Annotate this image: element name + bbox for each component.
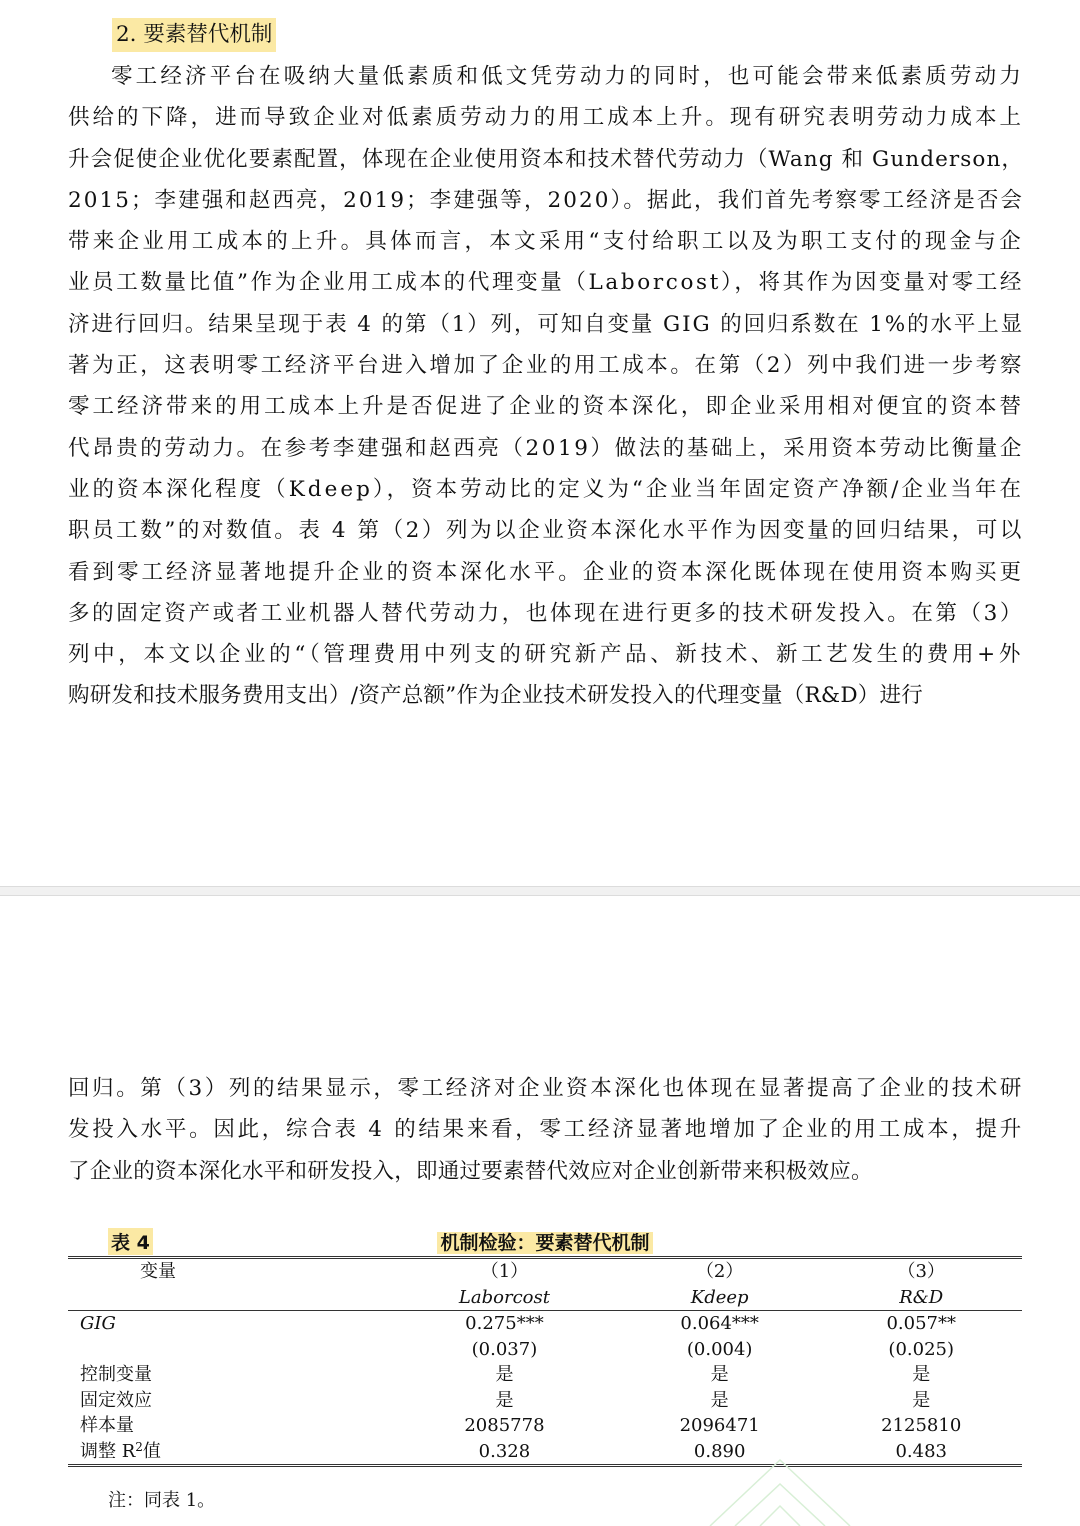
table-row (68, 1337, 1022, 1363)
table-cell: 是 (710, 1389, 729, 1411)
section-heading: 2. 要素替代机制 (112, 18, 276, 52)
var-header: 变量 (140, 1261, 176, 1282)
text-line: 供给的下降，进而导致企业对低素质劳动力的用工成本上升。现有研究表明劳动力成本上 (68, 105, 1024, 131)
table-cell: 2096471 (679, 1415, 760, 1436)
col-name: Kdeep (619, 1285, 821, 1311)
row-label: GIG (80, 1313, 116, 1334)
table-cell: 是 (710, 1364, 729, 1385)
table-row (68, 1362, 1022, 1388)
header-row (68, 1285, 1022, 1311)
table-cell: (0.025) (888, 1338, 954, 1360)
page-separator (0, 886, 1080, 896)
text-line: 回归。第（3）列的结果显示，零工经济对企业资本深化也体现在显著提高了企业的技术研 (68, 1076, 1024, 1101)
table-cell: 是 (495, 1389, 514, 1411)
text-line: 看到零工经济显著地提升企业的资本深化水平。企业的资本深化既体现在使用资本购买更 (68, 559, 1024, 585)
paragraph-bottom (68, 1068, 1024, 1192)
table-cell: 2085778 (464, 1415, 545, 1436)
text-line: 济进行回归。结果呈现于表 4 的第（1）列，可知自变量 GIG 的回归系数在 1%的水平上显 (68, 311, 1024, 337)
text-line: 著为正，这表明零工经济平台进入增加了企业的用工成本。在第（2）列中我们进一步考察 (68, 353, 1024, 379)
text-line: 发投入水平。因此，综合表 4 的结果来看，零工经济显著地增加了企业的用工成本，提升 (68, 1117, 1024, 1143)
table-body (68, 1256, 1022, 1467)
text-line: 购研发和技术服务费用支出）/资产总额”作为企业技术研发投入的代理变量（R&D）进行 (68, 683, 924, 709)
table-cell: 是 (912, 1364, 931, 1385)
text-line: 零工经济平台在吸纳大量低素质和低文凭劳动力的同时，也可能会带来低素质劳动力 (111, 64, 1024, 89)
table-cell: 是 (912, 1389, 931, 1411)
text-line: 多的固定资产或者工业机器人替代劳动力，也体现在进行更多的技术研发投入。在第（3） (68, 600, 1024, 626)
table-cell: 0.057** (886, 1313, 956, 1334)
table-cell: 0.328 (478, 1440, 531, 1462)
table-cell: 0.483 (895, 1440, 947, 1462)
table-row (68, 1311, 1022, 1337)
col-num: （3） (897, 1261, 945, 1282)
col-name: Laborcost (390, 1285, 619, 1311)
table-cell: (0.004) (686, 1338, 753, 1360)
table-cell: (0.037) (471, 1338, 538, 1360)
table-caption (68, 1222, 1022, 1256)
text-line: 列中，本文以企业的“（管理费用中列支的研究新产品、新技术、新工艺发生的费用+外 (68, 642, 1024, 668)
table-row (68, 1388, 1022, 1414)
row-label: 控制变量 (80, 1364, 152, 1385)
text-line: 零工经济带来的用工成本上升是否促进了企业的资本深化，即企业采用相对便宜的资本替 (68, 394, 1024, 420)
col-num: （2） (695, 1261, 744, 1282)
table-title: 机制检验：要素替代机制 (437, 1232, 652, 1254)
row-label: 固定效应 (80, 1389, 152, 1411)
text-line: 了企业的资本深化水平和研发投入，即通过要素替代效应对企业创新带来积极效应。 (68, 1158, 873, 1184)
text-line: 2015；李建强和赵西亮，2019；李建强等，2020）。据此，我们首先考察零工经济是否会 (68, 187, 1024, 213)
text-line: 代昂贵的劳动力。在参考李建强和赵西亮（2019）做法的基础上，采用资本劳动比衡量企 (68, 435, 1024, 461)
col-name: R&D (820, 1285, 1022, 1311)
text-line: 带来企业用工成本的上升。具体而言，本文采用“支付给职工以及为职工支付的现金与企 (68, 229, 1024, 255)
text-line: 业的资本深化程度（Kdeep），资本劳动比的定义为“企业当年固定资产净额/企业当年在 (68, 476, 1024, 502)
regression-table (68, 1222, 1022, 1467)
table-cell: 2125810 (881, 1415, 962, 1436)
col-num: （1） (480, 1261, 529, 1282)
table-row (68, 1439, 1022, 1466)
table-cell: 0.890 (693, 1440, 746, 1462)
table-note: 注：同表 1。 (108, 1490, 216, 1511)
table-cell: 是 (495, 1364, 514, 1385)
row-label: 样本量 (80, 1415, 134, 1436)
text-line: 业员工数量比值”作为企业用工成本的代理变量（Laborcost），将其作为因变量对零工经 (68, 270, 1024, 296)
text-line: 升会促使企业优化要素配置，体现在企业使用资本和技术替代劳动力（Wang 和 Gunderson， (68, 146, 1024, 172)
table-cell: 0.275*** (465, 1313, 544, 1334)
text-line: 职员工数”的对数值。表 4 第（2）列为以企业资本深化水平作为因变量的回归结果，可以 (68, 518, 1024, 544)
header-row (68, 1258, 1022, 1285)
table-cell: 0.064*** (680, 1313, 759, 1334)
table-label: 表 4 (108, 1228, 153, 1255)
paragraph-top (68, 56, 1024, 717)
row-label: 调整 $R^2$值 (80, 1439, 161, 1462)
table-row (68, 1413, 1022, 1439)
